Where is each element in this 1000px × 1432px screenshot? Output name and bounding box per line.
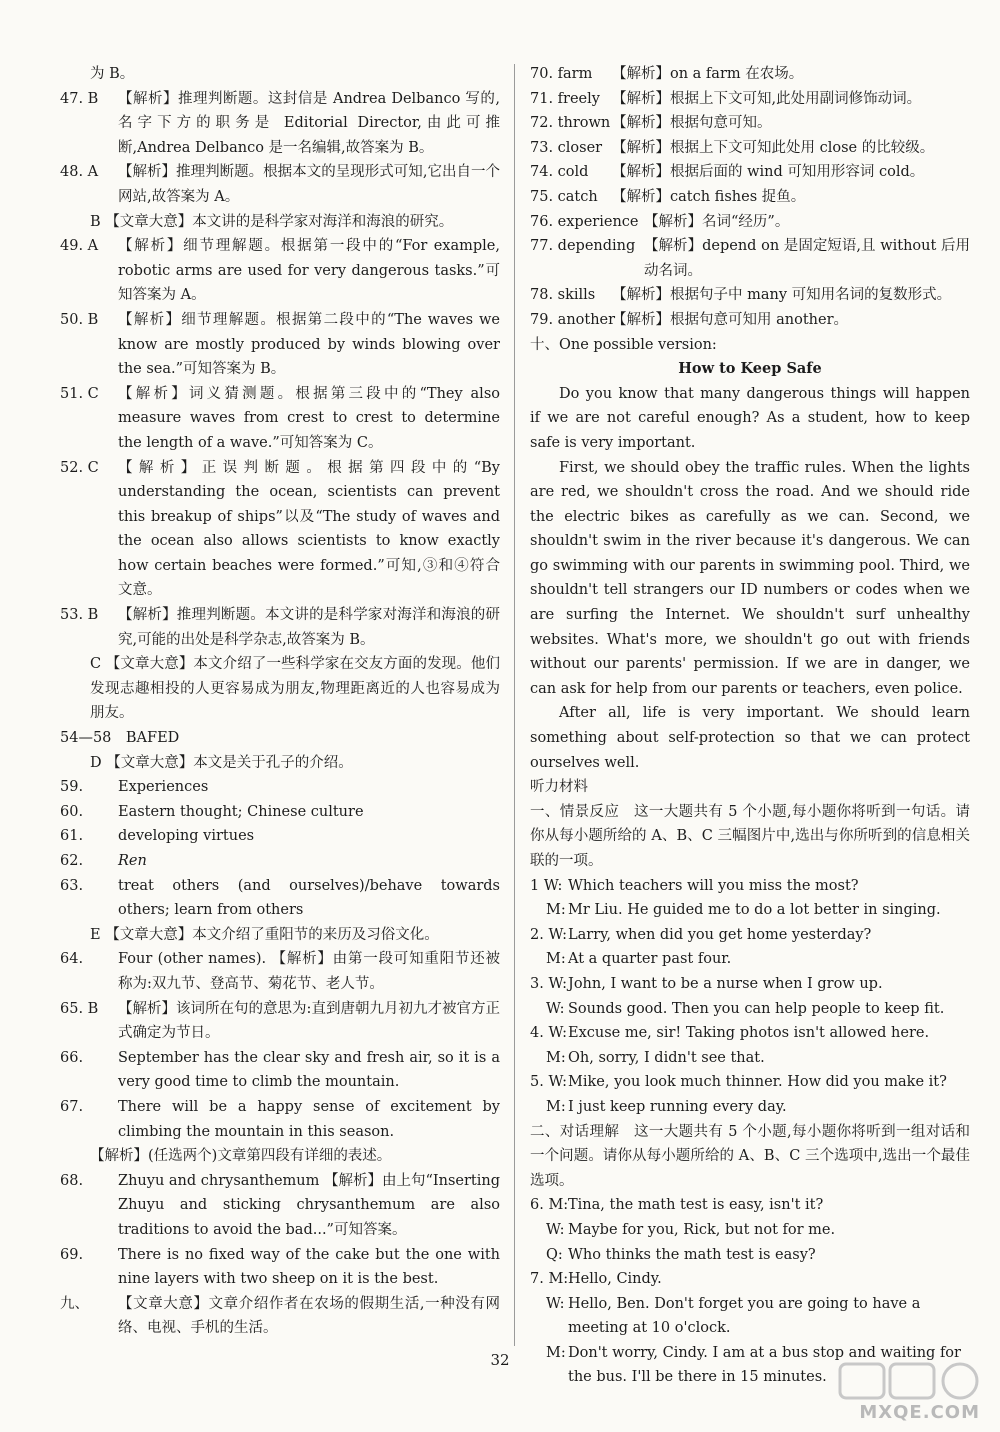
speaker-label: 1 W: — [530, 877, 563, 894]
answer-number: 49. A — [60, 238, 99, 255]
dialog-line — [530, 972, 970, 997]
answer-number: 66. — [60, 1049, 84, 1066]
speaker-label: W: — [546, 1000, 565, 1017]
dialog-text: Larry, when did you get home yesterday? — [568, 926, 872, 943]
answer-text: 【解析】该词所在句的意思为:直到唐朝九月初九才被官方正式确定为节日。 — [118, 1000, 500, 1042]
answer-text: 【解析】on a farm 在农场。 — [612, 66, 804, 82]
watermark-text: MXQE.COM — [859, 1402, 980, 1423]
dialog-text: Excuse me, sir! Taking photos isn't allowed here. — [568, 1025, 930, 1042]
answer-number: 74. cold — [530, 164, 589, 181]
answer-item — [60, 1292, 500, 1341]
answer-text: 【解析】根据后面的 wind 可知用形容词 cold。 — [612, 164, 925, 181]
dialog-text: Sounds good. Then you can help people to keep fit. — [568, 1000, 945, 1017]
answer-number: 67. — [60, 1098, 84, 1115]
answer-text: developing virtues — [118, 828, 255, 845]
essay-title: How to Keep Safe — [678, 360, 822, 378]
answer-text: 【解析】根据上下文可知,此处用副词修饰动词。 — [612, 90, 922, 107]
speaker-label: 3. W: — [530, 975, 567, 992]
answer-text: treat others (and ourselves)/behave towards others; learn from others — [118, 877, 500, 919]
dialog-text: Hello, Ben. Don't forget you are going to have a meeting at 10 o'clock. — [568, 1295, 921, 1337]
answer-item — [60, 1169, 500, 1243]
speaker-label: M: — [546, 1344, 566, 1361]
answer-text: 【解析】词义猜测题。根据第三段中的“They also measure waves from crest to crest to determine the length of a wave.”可知答案为 C。 — [118, 385, 500, 451]
answer-text: 【解析】推理判断题。根据本文的呈现形式可知,它出自一个网站,故答案为 A。 — [118, 164, 500, 205]
speaker-label: Q: — [546, 1246, 563, 1263]
speaker-label: 5. W: — [530, 1074, 567, 1091]
text-line: 为 B。 — [90, 66, 135, 82]
speaker-label: W: — [546, 1221, 565, 1238]
answer-number: 60. — [60, 803, 84, 820]
answer-number: 68. — [60, 1172, 84, 1189]
answer-item — [60, 1095, 500, 1144]
dialog-text: I just keep running every day. — [568, 1098, 787, 1115]
answer-number: 48. A — [60, 164, 99, 181]
answer-item — [530, 185, 970, 210]
answer-item — [530, 111, 970, 136]
answer-item — [60, 1243, 500, 1292]
essay-intro: 十、One possible version: — [530, 336, 717, 353]
answer-item — [60, 160, 500, 209]
dialog-text: Who thinks the math test is easy? — [568, 1246, 816, 1263]
answer-item — [60, 234, 500, 308]
answer-item — [60, 824, 500, 849]
dialog-list-1 — [530, 874, 970, 1120]
answer-text: 【解析】根据句子中 many 可知用名词的复数形式。 — [612, 287, 952, 304]
passage-summary: E 【文章大意】本文介绍了重阳节的来历及习俗文化。 — [90, 926, 439, 943]
answer-text: Zhuyu and chrysanthemum 【解析】由上句“Inserting Zhuyu and sticking chrysanthemum are also traditions to avoid the bad...”可知答案。 — [118, 1172, 500, 1238]
dialog-text: Maybe for you, Rick, but not for me. — [568, 1221, 836, 1238]
speaker-label: M: — [546, 902, 566, 919]
answer-item — [530, 308, 970, 333]
dialog-text: Mike, you look much thinner. How did you make it? — [568, 1074, 947, 1091]
answer-number: 77. depending — [530, 238, 636, 255]
answer-number: 53. B — [60, 607, 99, 624]
dialog-text: Don't worry, Cindy. I am at a bus stop and waiting for the bus. I'll be there in 15 minutes. — [568, 1344, 961, 1386]
answer-number: 50. B — [60, 311, 99, 328]
answer-number: 65. B — [60, 1000, 99, 1017]
answer-text: There is no fixed way of the cake but the one with nine layers with two sheep on it is the best. — [118, 1246, 500, 1288]
answer-item — [530, 62, 970, 87]
answer-number: 59. — [60, 779, 84, 796]
speaker-label: W: — [546, 1295, 565, 1312]
listening-section-2: 二、对话理解 这一大题共有 5 个小题,每小题你将听到一组对话和一个问题。请你从每小题所给的 A、B、C 三个选项中,选出一个最佳选项。 — [530, 1123, 970, 1189]
passage-summary: C 【文章大意】本文介绍了一些科学家在交友方面的发现。他们发现志趣相投的人更容易成为朋友,物理距离近的人也容易成为朋友。 — [90, 656, 500, 722]
answer-item — [60, 997, 500, 1046]
answer-item — [60, 87, 500, 161]
essay-body — [530, 382, 970, 776]
dialog-line — [530, 947, 970, 972]
answer-item — [60, 874, 500, 923]
answer-item — [530, 283, 970, 308]
answer-text: 【解析】根据上下文可知此处用 close 的比较级。 — [612, 139, 935, 156]
answer-number: 72. thrown — [530, 115, 611, 132]
dialog-line — [530, 1218, 970, 1243]
answer-text: Ren — [118, 853, 147, 869]
dialog-line — [530, 1243, 970, 1268]
answer-text: 【解析】名词“经历”。 — [644, 213, 790, 230]
answer-item — [60, 603, 500, 652]
dialog-line — [530, 1267, 970, 1292]
answer-item — [530, 210, 970, 235]
answer-number: 73. closer — [530, 139, 603, 156]
answer-item — [60, 800, 500, 825]
answer-text: Experiences — [118, 779, 209, 796]
passage-summary: B 【文章大意】本文讲的是科学家对海洋和海浪的研究。 — [90, 213, 454, 230]
dialog-line — [530, 1046, 970, 1071]
answer-text: 【解析】catch fishes 捉鱼。 — [612, 188, 806, 205]
column-divider — [514, 64, 515, 1346]
answer-number: 47. B — [60, 90, 99, 107]
answer-item — [60, 456, 500, 604]
text-line: 54—58 BAFED — [60, 730, 180, 747]
answer-text: 【文章大意】文章介绍作者在农场的假期生活,一种没有网络、电视、手机的生活。 — [118, 1295, 500, 1337]
dialog-line — [530, 1193, 970, 1218]
essay-paragraph: First, we should obey the traffic rules. When the lights are red, we shouldn't cross the road. And we should ride the electric bikes as carefully as we can. Second, we shouldn't swim in the river because it's dangerous. We can go swimming with our parents in swimming pool. Third, we shouldn't tell strangers our ID numbers or codes when we are surfing the Internet. We shouldn't surf unhealthy websites. What's more, we shouldn't go out with friends without our parents' permission. If we are in danger, we can ask for help from our parents or teachers, even police. — [530, 459, 970, 697]
speaker-label: 4. W: — [530, 1025, 567, 1042]
dialog-line — [530, 1070, 970, 1095]
dialog-line — [530, 1292, 970, 1341]
speaker-label: M: — [546, 1098, 566, 1115]
answer-item — [530, 160, 970, 185]
dialog-line — [530, 1095, 970, 1120]
dialog-line — [530, 1021, 970, 1046]
right-column — [530, 62, 970, 1390]
answer-item — [60, 947, 500, 996]
answer-text: Eastern thought; Chinese culture — [118, 803, 364, 820]
listening-section-1: 一、情景反应 这一大题共有 5 个小题,每小题你将听到一句话。请你从每小题所给的 A、B、C 三幅图片中,选出与你所听到的信息相关联的一项。 — [530, 803, 970, 869]
answer-number: 51. C — [60, 385, 99, 402]
answer-number: 78. skills — [530, 287, 596, 304]
dialog-text: Hello, Cindy. — [568, 1271, 662, 1288]
speaker-label: 7. M: — [530, 1271, 569, 1288]
answer-item — [60, 1046, 500, 1095]
speaker-label: 6. M: — [530, 1197, 569, 1214]
answer-number: 71. freely — [530, 90, 600, 107]
answer-item — [530, 87, 970, 112]
dialog-text: At a quarter past four. — [568, 951, 732, 968]
answer-item — [60, 849, 500, 874]
essay-paragraph: After all, life is very important. We should learn something about self-protection so that we can protect ourselves well. — [530, 705, 970, 771]
speaker-label: M: — [546, 1049, 566, 1066]
answer-text: 【解析】根据句意可知用 another。 — [612, 311, 848, 328]
answer-text: 【解析】正误判断题。根据第四段中的“By understanding the ocean, scientists can prevent this breakup of ships”以及“The study of waves and the ocean also allows scientists to know exactly how certain beaches were formed.”可知,③和④符合文意。 — [118, 459, 500, 599]
speaker-label: 2. W: — [530, 926, 567, 943]
passage-summary: D 【文章大意】本文是关于孔子的介绍。 — [90, 754, 353, 771]
answer-text: 【解析】depend on 是固定短语,且 without 后用动名词。 — [644, 238, 970, 279]
answer-number: 52. C — [60, 459, 99, 476]
answer-number: 70. farm — [530, 66, 593, 82]
answer-number: 63. — [60, 877, 84, 894]
dialog-line — [530, 997, 970, 1022]
answer-number: 69. — [60, 1246, 84, 1263]
answer-text: 【解析】根据句意可知。 — [612, 115, 772, 132]
dialog-line — [530, 898, 970, 923]
answer-item — [60, 308, 500, 382]
answer-number: 64. — [60, 951, 84, 968]
dialog-line — [530, 874, 970, 899]
answer-number: 79. another — [530, 311, 616, 328]
answer-item — [530, 136, 970, 161]
page-number: 32 — [490, 1351, 510, 1369]
answer-number: 62. — [60, 853, 84, 869]
answer-text: Four (other names). 【解析】由第一段可知重阳节还被称为:双九节、登高节、菊花节、老人节。 — [118, 951, 500, 992]
answer-number: 九、 — [60, 1295, 89, 1312]
answer-list — [530, 62, 970, 333]
speaker-label: M: — [546, 951, 566, 968]
answer-number: 61. — [60, 828, 84, 845]
dialog-text: Tina, the math test is easy, isn't it? — [568, 1197, 824, 1214]
dialog-text: John, I want to be a nurse when I grow up. — [568, 975, 883, 992]
essay-paragraph: Do you know that many dangerous things will happen if we are not careful enough? As a student, how to keep safe is very important. — [530, 385, 970, 451]
answer-item — [60, 775, 500, 800]
answer-text: September has the clear sky and fresh air, so it is a very good time to climb the mountain. — [118, 1049, 500, 1091]
listening-header: 听力材料 — [530, 779, 588, 796]
dialog-text: Oh, sorry, I didn't see that. — [568, 1049, 765, 1066]
answer-text: 【解析】推理判断题。这封信是 Andrea Delbanco 写的,名字下方的职务是 Editorial Director,由此可推断,Andrea Delbanco 是一名编辑,故答案为 B。 — [118, 90, 500, 156]
answer-text: 【解析】细节理解题。根据第一段中的“For example, robotic arms are used for very dangerous tasks.”可知答案为 A。 — [118, 238, 500, 304]
answer-text: There will be a happy sense of excitement by climbing the mountain in this season. — [118, 1098, 500, 1140]
dialog-text: Which teachers will you miss the most? — [568, 877, 859, 894]
dialog-text: Mr Liu. He guided me to do a lot better in singing. — [568, 902, 941, 919]
left-column — [60, 62, 500, 1341]
answer-number: 76. experience — [530, 213, 639, 230]
answer-number: 75. catch — [530, 188, 598, 205]
answer-text: 【解析】推理判断题。本文讲的是科学家对海洋和海浪的研究,可能的出处是科学杂志,故答案为 B。 — [118, 607, 500, 648]
answer-item — [530, 234, 970, 283]
answer-text: 【解析】细节理解题。根据第二段中的“The waves we know are mostly produced by winds blowing over the sea.”可知答案为 B。 — [118, 311, 500, 378]
passage-summary: 【解析】(任选两个)文章第四段有详细的表述。 — [90, 1148, 392, 1165]
answer-item — [60, 382, 500, 456]
dialog-line — [530, 923, 970, 948]
